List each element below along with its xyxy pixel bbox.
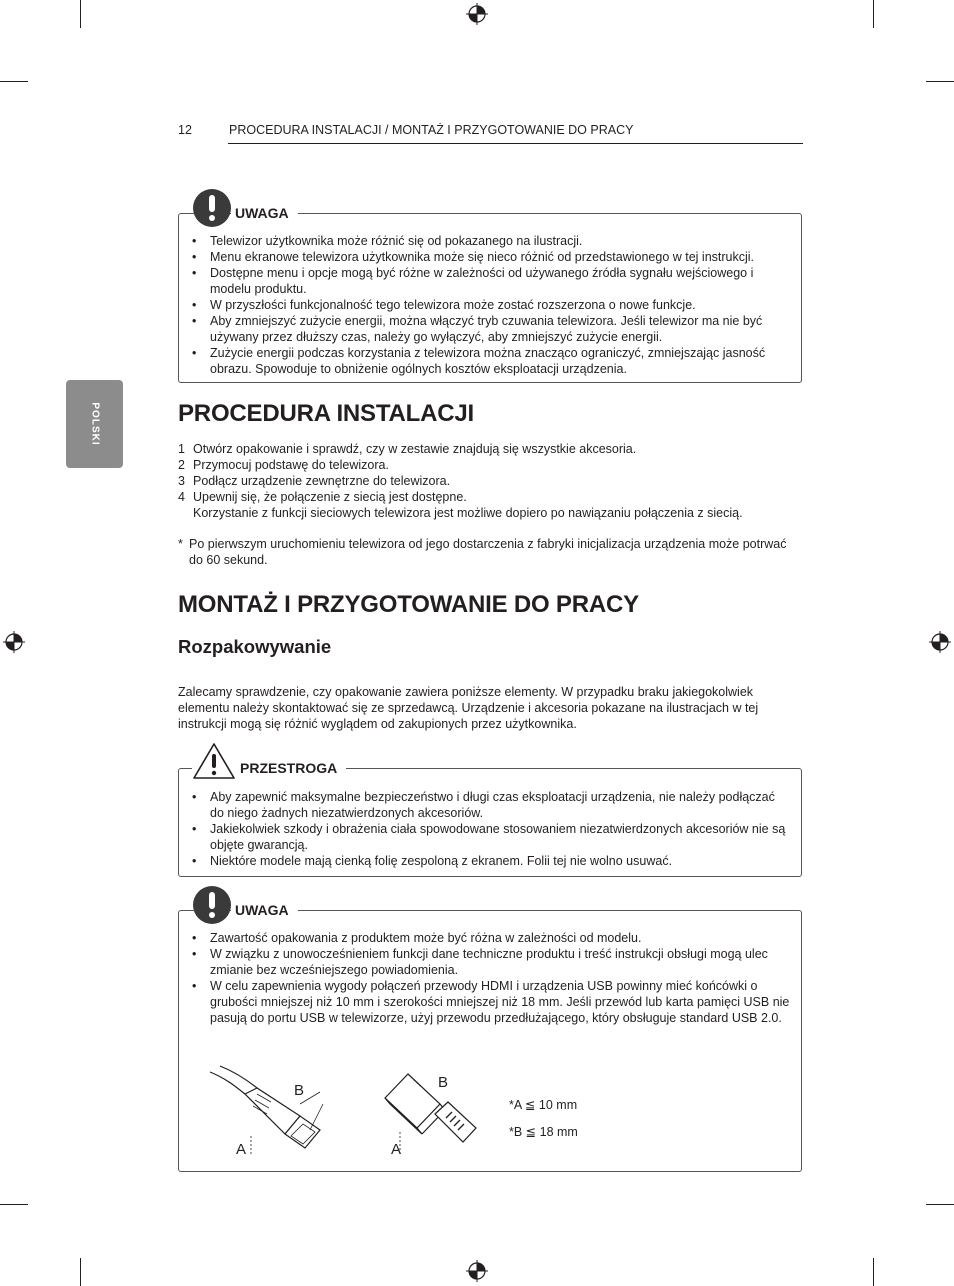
- footnote-text: Po pierwszym uruchomieniu telewizora od jego dostarczenia z fabryki inicjalizacja urządzenia może potrwać do 60 sekund.: [189, 537, 787, 567]
- registration-mark-icon: [466, 1260, 488, 1282]
- list-item: • W przyszłości funkcjonalność tego telewizora może zostać rozszerzona o nowe funkcje.: [190, 297, 790, 313]
- list-item: 4 Upewnij się, że połączenie z siecią jest dostępne.: [178, 490, 467, 504]
- dimension-label-a: A: [391, 1141, 402, 1158]
- warning-triangle-icon: [192, 742, 236, 780]
- list-item: • Aby zapewnić maksymalne bezpieczeństwo i długi czas eksploatacji urządzenia, nie należy podłączać do niego żadnych niezatwierdzonych akcesoriów.: [190, 789, 790, 821]
- intro-paragraph: Zalecamy sprawdzenie, czy opakowanie zawiera poniższe elementy. W przypadku braku jakiegokolwiek elementu należy skontaktować się ze sprzedawcą. Urządzenie i akcesoria pokazane na ilustracjach w tej instrukcji mogą się różnić wyglądem od zakupionych przez użytkownika.: [178, 685, 759, 731]
- language-tab: [66, 380, 123, 468]
- note-label: UWAGA: [231, 205, 298, 221]
- exclamation-icon: [193, 189, 231, 227]
- footnote-mark: *: [178, 537, 183, 551]
- crop-mark: [80, 0, 81, 28]
- list-item: 1 Otwórz opakowanie i sprawdź, czy w zestawie znajdują się wszystkie akcesoria.: [178, 442, 637, 456]
- steps-list: [178, 441, 788, 521]
- caution-label: PRZESTROGA: [236, 760, 346, 776]
- list-item: • Zawartość opakowania z produktem może być różna w zależności od modelu.: [190, 930, 790, 946]
- list-item: • Niektóre modele mają cienką folię zespoloną z ekranem. Folii tej nie wolno usuwać.: [190, 853, 790, 869]
- note-list: [190, 233, 790, 377]
- spec-b: *B ≦ 18 mm: [509, 1125, 578, 1139]
- list-item: • Telewizor użytkownika może różnić się od pokazanego na ilustracji.: [190, 233, 790, 249]
- language-tab-label: POLSKI: [89, 402, 100, 446]
- list-item-continuation: Korzystanie z funkcji sieciowych telewizora jest możliwe dopiero po nawiązaniu połączenia z siecią.: [193, 506, 743, 520]
- crop-mark: [873, 1258, 874, 1286]
- note-list: [190, 930, 790, 1026]
- dimension-label-b: B: [294, 1082, 305, 1099]
- spec-a: *A ≦ 10 mm: [509, 1098, 578, 1112]
- list-item: • W związku z unowocześnieniem funkcji dane techniczne produktu i treść instrukcji obsługi mogą ulec zmianie bez wcześniejszego powiadomienia.: [190, 946, 790, 978]
- list-item: • W celu zapewnienia wygody połączeń przewody HDMI i urządzenia USB powinny mieć końcówki o grubości mniejszej niż 10 mm i szerokości mniejszej niż 18 mm. Jeśli przewód lub karta pamięci USB nie pasują do portu USB w telewizorze, użyj przewodu przedłużającego, który obsługuje standard USB 2.0.: [190, 978, 790, 1026]
- note-label: UWAGA: [231, 902, 298, 918]
- list-item: • Aby zmniejszyć zużycie energii, można włączyć tryb czuwania telewizora. Jeśli telewizor ma nie być używany przez dłuższy czas, należy go wyłączyć, aby zmniejszyć zużycie energii.: [190, 313, 790, 345]
- page-number: 12: [178, 123, 192, 137]
- crop-mark: [926, 1204, 954, 1205]
- crop-mark: [0, 1204, 28, 1205]
- crop-mark: [0, 81, 28, 82]
- footnote: [178, 536, 788, 568]
- crop-mark: [80, 1258, 81, 1286]
- hdmi-cable-illustration: [205, 1064, 345, 1164]
- running-header: PROCEDURA INSTALACJI / MONTAŻ I PRZYGOTOWANIE DO PRACY: [229, 123, 634, 137]
- exclamation-icon: [193, 886, 231, 924]
- registration-mark-icon: [466, 3, 488, 25]
- dimension-label-a: A: [236, 1141, 247, 1158]
- header-rule: [228, 143, 803, 144]
- registration-mark-icon: [929, 631, 951, 653]
- list-item: • Menu ekranowe telewizora użytkownika może się nieco różnić od przedstawionego w tej instrukcji.: [190, 249, 790, 265]
- caution-list: [190, 789, 790, 869]
- list-item: • Zużycie energii podczas korzystania z telewizora można znacząco ograniczyć, zmniejszając jasność obrazu. Spowoduje to obniżenie ogólnych kosztów eksploatacji urządzenia.: [190, 345, 790, 377]
- list-item: • Jakiekolwiek szkody i obrażenia ciała spowodowane stosowaniem niezatwierdzonych akcesoriów nie są objęte gwarancją.: [190, 821, 790, 853]
- list-item: • Dostępne menu i opcje mogą być różne w zależności od używanego źródła sygnału wejściowego i modelu produktu.: [190, 265, 790, 297]
- section-heading: MONTAŻ I PRZYGOTOWANIE DO PRACY: [178, 591, 639, 618]
- dimension-label-b: B: [438, 1074, 449, 1091]
- list-item: 3 Podłącz urządzenie zewnętrzne do telewizora.: [178, 474, 451, 488]
- section-heading: PROCEDURA INSTALACJI: [178, 400, 475, 427]
- crop-mark: [873, 0, 874, 28]
- crop-mark: [926, 81, 954, 82]
- registration-mark-icon: [3, 631, 25, 653]
- subsection-heading: Rozpakowywanie: [178, 636, 332, 657]
- list-item: 2 Przymocuj podstawę do telewizora.: [178, 458, 389, 472]
